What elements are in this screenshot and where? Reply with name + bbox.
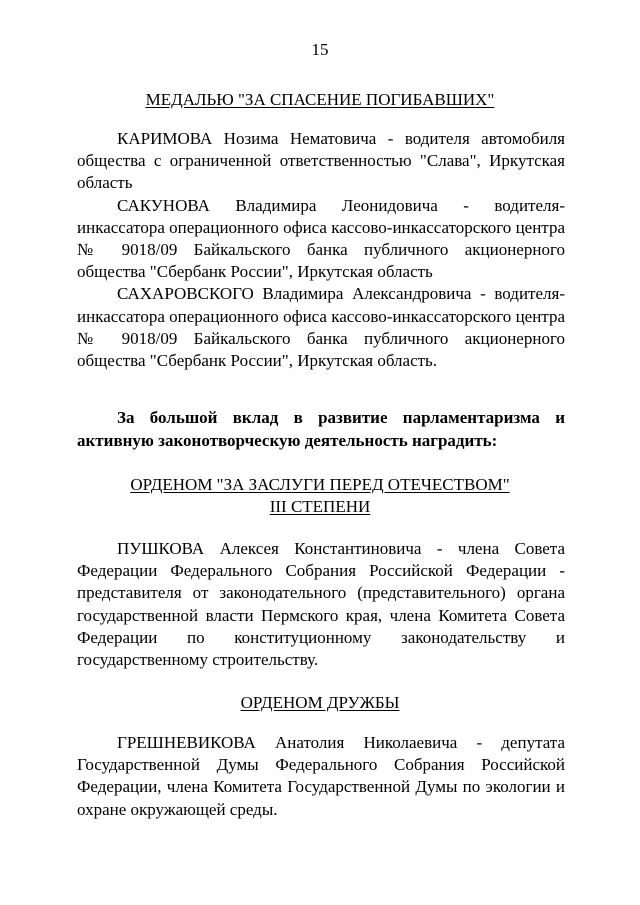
recipient-paragraph: ГРЕШНЕВИКОВА Анатолия Николаевича - депутата Государственной Думы Федерального Собрания Российской Федерации, члена Комитета Государственной Думы по экологии и охране окружающей среды. (77, 733, 565, 819)
recipient-paragraph: КАРИМОВА Нозима Нематовича - водителя автомобиля общества с ограниченной ответственностью "Слава", Иркутская область (77, 129, 565, 193)
recipient-paragraph: ПУШКОВА Алексея Константиновича - члена Совета Федерации Федерального Собрания Российской Федерации - представителя от законодательного (представительного) органа государственной власти Пермского края, члена Комитета Совета Федерации по конституционному законодательству и государственному строительству. (77, 539, 565, 670)
recipient-paragraph: САХАРОВСКОГО Владимира Александровича - водителя-инкассатора операционного офиса кассово-инкассаторского центра № 9018/09 Байкальского банка публичного акционерного общества "Сбербанк России", Иркутская область. (77, 284, 565, 371)
order-merit-heading: ОРДЕНОМ "ЗА ЗАСЛУГИ ПЕРЕД ОТЕЧЕСТВОМ" (130, 475, 510, 494)
page-number: 15 (311, 40, 329, 59)
medal-recipients (77, 128, 565, 372)
medal-heading: МЕДАЛЬЮ "ЗА СПАСЕНИЕ ПОГИБАВШИХ" (145, 90, 495, 109)
order-friendship-recipients (77, 732, 565, 821)
order-merit-recipients (77, 538, 565, 671)
order-merit-degree: III СТЕПЕНИ (269, 497, 371, 516)
award-statement: За большой вклад в развитие парламентаризма и активную законотворческую деятельность наградить: (77, 408, 565, 450)
recipient-paragraph: САКУНОВА Владимира Леонидовича - водителя-инкассатора операционного офиса кассово-инкассаторского центра № 9018/09 Байкальского банка публичного акционерного общества "Сбербанк России", Иркутская область (77, 195, 565, 282)
order-friendship-heading: ОРДЕНОМ ДРУЖБЫ (240, 693, 400, 712)
